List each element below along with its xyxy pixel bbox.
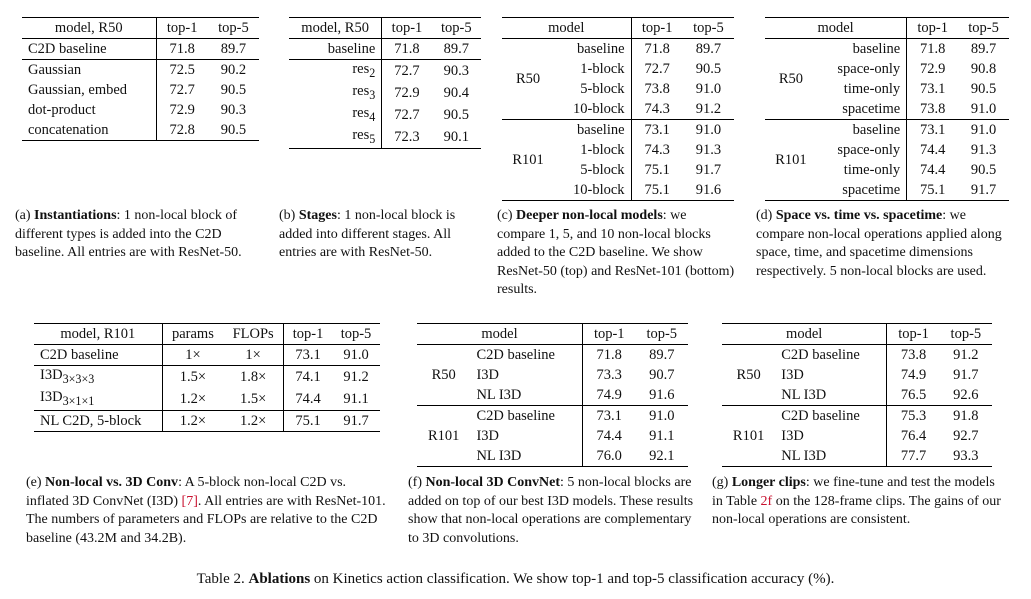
cell-top1: 72.7 (382, 60, 432, 82)
cell-params: 1.5× (162, 366, 223, 388)
cell-top5: 89.7 (695, 41, 722, 57)
cell-top5: 91.1 (343, 390, 369, 407)
cell-model: NL I3D (781, 387, 827, 403)
cell-top1: 72.7 (631, 59, 683, 79)
table-d (765, 17, 1009, 201)
caption-g-title: Longer clips (731, 475, 806, 490)
cell-top5: 92.7 (953, 428, 979, 444)
cell-model: NL I3D (476, 387, 522, 403)
header-top5: top-5 (646, 326, 678, 342)
table-row (722, 345, 992, 366)
cell-model: C2D baseline (28, 41, 107, 57)
cell-top1: 75.3 (887, 406, 940, 427)
table-header (722, 324, 992, 345)
cell-model: concatenation (28, 122, 109, 138)
table-row (289, 60, 481, 82)
cell-top5: 90.1 (443, 128, 470, 145)
cell-top5: 91.0 (970, 122, 997, 138)
cell-model: space-only (837, 142, 901, 158)
cell-model: Gaussian (28, 62, 82, 78)
cell-top5: 91.7 (695, 162, 722, 178)
table-g-body (722, 345, 992, 467)
cell-top5: 91.7 (970, 182, 997, 198)
cell-top5: 89.7 (220, 41, 247, 57)
cell-top5: 93.3 (953, 448, 979, 464)
cell-top5: 91.0 (695, 81, 722, 97)
table-e (34, 323, 380, 432)
cell-top1: 73.1 (907, 79, 958, 99)
cell-top5: 91.0 (649, 408, 675, 424)
group-label: R101 (428, 428, 460, 444)
cell-top5: 91.3 (695, 142, 722, 158)
cell-top5: 89.7 (970, 41, 997, 57)
header-top1: top-1 (907, 18, 958, 39)
cell-model: 1-block (580, 61, 625, 77)
cell-top5: 91.6 (695, 182, 722, 198)
caption-b: (b) Stages: 1 non-local block is added into different stages. All entries are with ResNet-50. (279, 208, 456, 260)
cell-params: 1.2× (162, 410, 223, 431)
cell-top1: 73.8 (907, 99, 958, 120)
cell-model: NL I3D (476, 448, 522, 464)
cell-top5: 90.2 (220, 62, 247, 78)
table-a (22, 17, 259, 141)
table-row (502, 120, 734, 141)
cell-model: 10-block (573, 182, 625, 198)
header-top5: top-5 (950, 326, 982, 342)
cell-top1: 73.3 (582, 365, 635, 385)
header-top1: top-1 (156, 18, 208, 39)
cell-top1: 75.1 (631, 160, 683, 180)
cell-model: res$_4$ (352, 104, 376, 124)
group-label: R101 (775, 152, 807, 168)
cell-top5: 90.5 (695, 61, 722, 77)
table-row (22, 80, 259, 100)
cell-top1: 71.8 (156, 39, 208, 60)
table-row (765, 120, 1009, 141)
header-model: model (548, 20, 585, 36)
caption-d-title: Space vs. time vs. spacetime (775, 208, 943, 223)
cell-top5: 92.6 (953, 387, 979, 403)
table-caption: Table 2. Ablations on Kinetics action classification. We show top-1 and top-5 classification accuracy (%). (196, 571, 835, 587)
cell-model: time-only (843, 81, 901, 97)
table-header (289, 18, 481, 39)
cell-model: 1-block (580, 142, 625, 158)
table-a-body (22, 39, 259, 141)
cell-model: C2D baseline (781, 408, 860, 424)
cell-model: NL C2D, 5-block (40, 412, 142, 429)
cell-top1: 73.8 (631, 79, 683, 99)
cell-model: spacetime (842, 101, 901, 117)
table-ref-link[interactable]: 2f (760, 493, 773, 509)
cell-top1: 73.1 (284, 345, 332, 366)
cell-top1: 74.1 (284, 366, 332, 388)
cell-model: I3D (476, 428, 499, 444)
table-c-body (502, 39, 734, 201)
cell-top5: 90.5 (443, 106, 470, 123)
header-params: params (162, 324, 223, 345)
header-model: model (817, 20, 854, 36)
cell-top1: 73.8 (887, 345, 940, 366)
cell-top1: 72.8 (156, 120, 208, 141)
cell-top5: 91.0 (695, 122, 722, 138)
group-label: R50 (778, 71, 803, 87)
table-header (765, 18, 1009, 39)
cell-top1: 77.7 (887, 446, 940, 467)
cell-top1: 76.5 (887, 385, 940, 406)
table-row (22, 39, 259, 60)
cell-top1: 71.8 (907, 39, 958, 60)
cell-top5: 91.1 (649, 428, 675, 444)
cell-top1: 74.4 (907, 140, 958, 160)
cell-model: baseline (327, 41, 376, 57)
cell-top5: 91.7 (953, 367, 979, 383)
cell-top1: 72.3 (382, 126, 432, 148)
cell-top1: 74.4 (582, 426, 635, 446)
table-row (22, 60, 259, 81)
cell-top5: 89.7 (443, 41, 470, 57)
cell-top5: 90.5 (220, 82, 247, 98)
table-e-body (34, 345, 380, 432)
header-model: model, R101 (60, 326, 136, 342)
caption-d: (d) Space vs. time vs. spacetime: we compare non-local operations applied along space, time, and spacetime dimensions respectively. 5 non-local blocks are used. (756, 208, 1002, 279)
header-model: model (786, 326, 823, 342)
header-top5: top-5 (340, 326, 372, 342)
cell-model: space-only (837, 61, 901, 77)
cell-top1: 76.0 (582, 446, 635, 467)
cell-top5: 90.5 (970, 81, 997, 97)
cell-top5: 90.3 (220, 102, 247, 118)
cell-model: 10-block (573, 101, 625, 117)
header-top5: top-5 (218, 20, 249, 36)
caption-e: (e) Non-local vs. 3D Conv: A 5-block non-local C2D vs. inflated 3D ConvNet (I3D) [7]. All entries are with ResNet-101. The numbers of parameters and FLOPs are relative to the C2D baseline (43.2M and 34.2B). (26, 475, 386, 546)
cell-model: baseline (577, 122, 625, 138)
cell-top5: 91.6 (649, 387, 675, 403)
table-row (34, 366, 380, 388)
caption-f: (f) Non-local 3D ConvNet: 5 non-local blocks are added on top of our best I3D models. These results show that non-local operations are complementary to 3D convolutions. (408, 475, 694, 546)
table-header (417, 324, 688, 345)
cell-model: NL I3D (781, 448, 827, 464)
cell-top1: 75.1 (631, 180, 683, 201)
table-g (722, 323, 992, 467)
header-top5: top-5 (693, 20, 724, 36)
table-row (417, 345, 688, 366)
cell-top1: 71.8 (582, 345, 635, 366)
cell-top5: 90.8 (970, 61, 997, 77)
cell-model: C2D baseline (476, 408, 555, 424)
cell-params: 1× (162, 345, 223, 366)
header-top1: top-1 (382, 18, 432, 39)
table-row (722, 406, 992, 427)
table-header (502, 18, 734, 39)
cell-top1: 74.4 (907, 160, 958, 180)
cell-top1: 76.4 (887, 426, 940, 446)
cell-top5: 91.2 (953, 347, 979, 363)
cell-top1: 71.8 (382, 39, 432, 60)
cell-model: baseline (852, 122, 901, 138)
cell-model: $I3D_{3\times 1\times 1}$ (40, 388, 95, 408)
caption-g: (g) Longer clips: we fine-tune and test the models in Table 2f on the 128-frame clips. The gains of our non-local operations are consistent. (712, 475, 1001, 527)
cell-top5: 90.3 (443, 62, 470, 79)
caption-e-title: Non-local vs. 3D Conv (45, 475, 179, 490)
table-header (22, 18, 259, 39)
table-row (34, 388, 380, 410)
table-d-body (765, 39, 1009, 201)
cell-top1: 73.1 (631, 120, 683, 141)
cell-top5: 89.7 (649, 347, 675, 363)
cell-model: C2D baseline (476, 347, 555, 363)
cell-model: spacetime (842, 182, 901, 198)
header-model: model, R50 (54, 20, 123, 36)
cell-top1: 74.9 (582, 385, 635, 406)
cell-model: res$_5$ (352, 126, 376, 146)
cell-flops: 1.2× (239, 412, 267, 429)
table-row (34, 345, 380, 366)
cell-top1: 74.9 (887, 365, 940, 385)
cell-top5: 91.0 (343, 347, 369, 363)
group-label: R50 (736, 367, 761, 383)
caption-c: (c) Deeper non-local models: we compare 1, 5, and 10 non-local blocks added to the C2D baseline. We show ResNet-50 (top) and ResNet-101 (bottom) results. (497, 208, 735, 297)
table-row (502, 39, 734, 60)
cell-model: time-only (843, 162, 901, 178)
cell-top1: 72.7 (156, 80, 208, 100)
cell-model: dot-product (28, 102, 96, 118)
cell-model: I3D (781, 367, 804, 383)
table-f-body (417, 345, 688, 467)
caption-b-title: Stages (298, 208, 337, 223)
cell-top5: 91.2 (695, 101, 722, 117)
cell-model: C2D baseline (40, 347, 119, 363)
table-row (417, 406, 688, 427)
header-model: model, R50 (301, 20, 369, 36)
cell-flops: 1.8× (239, 368, 267, 385)
table-row (289, 104, 481, 126)
table-b (289, 17, 481, 149)
table-f (417, 323, 688, 467)
cell-top1: 75.1 (907, 180, 958, 201)
cell-model: $I3D_{3\times 3\times 3}$ (40, 367, 95, 386)
caption-f-title: Non-local 3D ConvNet (425, 475, 561, 490)
cell-top5: 90.7 (649, 367, 675, 383)
cell-top5: 90.5 (970, 162, 997, 178)
header-top5: top-5 (441, 20, 472, 36)
table-header (34, 324, 380, 345)
header-top1: top-1 (284, 324, 332, 345)
cell-top1: 74.4 (284, 388, 332, 410)
cell-top5: 91.2 (343, 368, 369, 385)
header-flops: FLOPs (232, 326, 274, 342)
header-top1: top-1 (887, 324, 940, 345)
table-row (22, 100, 259, 120)
cell-top5: 91.7 (343, 412, 369, 429)
cell-model: I3D (476, 367, 499, 383)
header-top1: top-1 (582, 324, 635, 345)
group-label: R50 (515, 71, 541, 87)
cell-top1: 72.9 (156, 100, 208, 120)
cell-model: I3D (781, 428, 804, 444)
caption-c-title: Deeper non-local models (516, 208, 663, 223)
cell-model: Gaussian, embed (28, 82, 128, 98)
table-row (765, 39, 1009, 60)
cell-top1: 73.1 (582, 406, 635, 427)
cell-top5: 91.8 (953, 408, 979, 424)
cell-params: 1.2× (162, 388, 223, 410)
caption-a-title: Instantiations (34, 208, 117, 223)
cell-model: 5-block (580, 81, 625, 97)
table-row (289, 39, 481, 60)
cell-model: res$_2$ (352, 61, 376, 80)
header-model: model (481, 326, 518, 342)
table-row (289, 82, 481, 104)
cell-top1: 71.8 (631, 39, 683, 60)
cell-top5: 90.4 (443, 84, 470, 101)
cell-model: baseline (577, 41, 625, 57)
citation-link[interactable]: [7] (181, 493, 198, 509)
cell-model: C2D baseline (781, 347, 860, 363)
cell-top1: 74.3 (631, 140, 683, 160)
table-row (34, 410, 380, 431)
cell-top1: 72.7 (382, 104, 432, 126)
cell-top1: 72.5 (156, 60, 208, 81)
table-row (289, 126, 481, 148)
header-top1: top-1 (631, 18, 683, 39)
header-top5: top-5 (968, 20, 999, 36)
table-b-body (289, 39, 481, 149)
cell-model: 5-block (580, 162, 625, 178)
table-c (502, 17, 734, 201)
cell-model: res$_3$ (352, 82, 376, 102)
cell-top5: 90.5 (220, 122, 247, 138)
cell-model: baseline (852, 41, 901, 57)
cell-top1: 73.1 (907, 120, 958, 141)
group-label: R101 (512, 152, 544, 168)
cell-top5: 91.3 (970, 142, 997, 158)
table-row (22, 120, 259, 141)
cell-top1: 72.9 (382, 82, 432, 104)
cell-top1: 75.1 (284, 410, 332, 431)
cell-top1: 72.9 (907, 59, 958, 79)
caption-a: (a) Instantiations: 1 non-local block of different types is added into the C2D baseline. All entries are with ResNet-50. (15, 208, 242, 260)
group-label: R50 (431, 367, 456, 383)
cell-top5: 91.0 (970, 101, 997, 117)
cell-top1: 74.3 (631, 99, 683, 120)
group-label: R101 (732, 428, 765, 444)
table-caption-title: Ablations (248, 571, 311, 587)
cell-flops: 1× (245, 347, 261, 363)
cell-top5: 92.1 (649, 448, 675, 464)
cell-flops: 1.5× (239, 390, 267, 407)
